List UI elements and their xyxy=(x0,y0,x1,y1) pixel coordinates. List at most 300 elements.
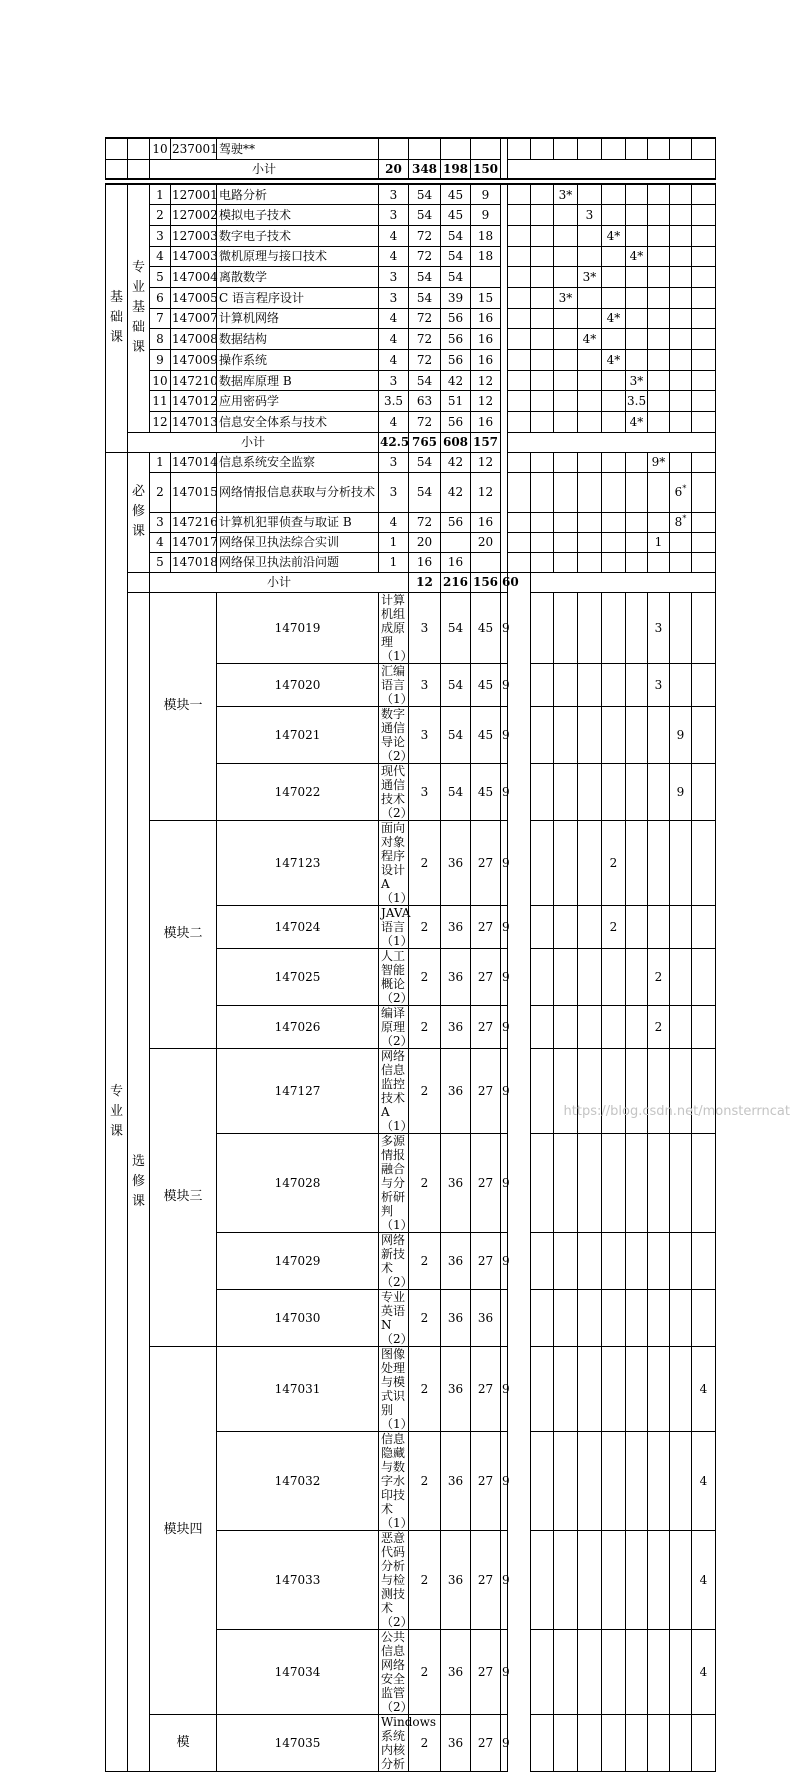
semester-mark: * xyxy=(682,484,687,494)
semester-cell xyxy=(670,1048,692,1133)
semester-cell xyxy=(554,1133,578,1232)
semester-cell xyxy=(648,905,670,948)
semester-cell xyxy=(626,552,648,572)
course-practice: 9 xyxy=(501,1714,508,1771)
course-number: 5 xyxy=(150,552,171,572)
course-name: 操作系统 xyxy=(217,350,379,371)
course-code: 147020 xyxy=(217,663,379,706)
semester-cell xyxy=(692,370,716,391)
course-code: 147017 xyxy=(171,532,217,552)
course-name: 多源情报融合与分析研判（1） xyxy=(379,1133,409,1232)
semester-cell xyxy=(602,329,626,350)
course-code: 147018 xyxy=(171,552,217,572)
semester-cell xyxy=(626,205,648,226)
semester-cell xyxy=(578,267,602,288)
semester-cell xyxy=(602,452,626,472)
course-theory: 45 xyxy=(471,706,501,763)
course-theory xyxy=(441,138,471,159)
course-name: 信息隐藏与数字水印技术（1） xyxy=(379,1431,409,1530)
separator-cell xyxy=(508,1048,531,1133)
semester-cell xyxy=(531,391,554,412)
semester-cell xyxy=(578,329,602,350)
semester-cell xyxy=(531,1005,554,1048)
separator-cell xyxy=(501,452,508,472)
course-code: 147014 xyxy=(171,452,217,472)
course-number: 8 xyxy=(150,329,171,350)
semester-cell xyxy=(626,1431,648,1530)
course-credits: 4 xyxy=(379,329,409,350)
semester-cell xyxy=(602,1133,626,1232)
semester-cell xyxy=(578,512,602,532)
semester-cell xyxy=(670,138,692,159)
subcategory-professional-basic: 专业基础课 xyxy=(128,184,150,432)
course-code: 147025 xyxy=(217,948,379,1005)
semester-cell xyxy=(531,1431,554,1530)
course-credits: 2 xyxy=(409,905,441,948)
semester-cell xyxy=(602,267,626,288)
semester-cell xyxy=(602,205,626,226)
separator-cell xyxy=(501,246,508,267)
semester-cell xyxy=(692,452,716,472)
semester-cell xyxy=(670,267,692,288)
course-theory: 42 xyxy=(441,452,471,472)
semester-cell xyxy=(626,1232,648,1289)
course-credits: 3 xyxy=(379,184,409,205)
semester-hours: 4* xyxy=(629,249,644,264)
course-row xyxy=(106,512,716,532)
semester-cell xyxy=(648,1048,670,1133)
semester-cell xyxy=(508,225,531,246)
subtotal-row xyxy=(106,572,716,592)
course-theory: 56 xyxy=(441,512,471,532)
semester-hours: 4* xyxy=(606,311,621,326)
semester-cell xyxy=(648,391,670,412)
semester-cell xyxy=(648,1714,670,1771)
semester-cell xyxy=(670,412,692,433)
course-credits: 2 xyxy=(409,1714,441,1771)
semester-cell xyxy=(626,412,648,433)
semester-cell xyxy=(626,138,648,159)
semester-cell xyxy=(554,1431,578,1530)
semester-cell xyxy=(602,1431,626,1530)
semester-cell xyxy=(648,267,670,288)
semester-cell xyxy=(602,370,626,391)
semester-cell xyxy=(578,370,602,391)
semester-cell xyxy=(602,472,626,512)
course-practice: 20 xyxy=(471,532,501,552)
separator-cell xyxy=(501,391,508,412)
semester-cell xyxy=(626,663,648,706)
course-name: 图像处理与模式识别（1） xyxy=(379,1346,409,1431)
semester-cell xyxy=(508,452,531,472)
course-code: 147008 xyxy=(171,329,217,350)
semester-cell xyxy=(648,532,670,552)
course-credits: 2 xyxy=(409,1530,441,1629)
semester-cell xyxy=(626,532,648,552)
semester-hours: 1 xyxy=(654,535,663,550)
course-code: 147019 xyxy=(217,592,379,663)
semester-cell xyxy=(648,287,670,308)
course-theory: 27 xyxy=(471,905,501,948)
course-name: 编译原理（2） xyxy=(379,1005,409,1048)
semester-cell xyxy=(554,1714,578,1771)
separator-cell xyxy=(501,138,508,159)
separator-cell xyxy=(508,1530,531,1629)
semester-hours: 4* xyxy=(582,332,597,347)
course-practice: 9 xyxy=(501,820,508,905)
semester-cell xyxy=(602,1530,626,1629)
semester-cell xyxy=(531,246,554,267)
subtotal-theory: 198 xyxy=(441,159,471,179)
semester-cell xyxy=(692,329,716,350)
course-row xyxy=(106,329,716,350)
semester-cell xyxy=(531,412,554,433)
course-row xyxy=(106,287,716,308)
semester-cell xyxy=(531,370,554,391)
course-theory: 27 xyxy=(471,1048,501,1133)
semester-cell xyxy=(578,1048,602,1133)
separator-cell xyxy=(501,308,508,329)
semester-cell xyxy=(670,225,692,246)
course-credits: 2 xyxy=(409,1431,441,1530)
semester-cell xyxy=(578,1133,602,1232)
course-name: 应用密码学 xyxy=(217,391,379,412)
subtotal-label: 小计 xyxy=(128,432,379,452)
semester-cell xyxy=(531,184,554,205)
semester-hours: 2 xyxy=(609,855,618,870)
semester-cell xyxy=(554,267,578,288)
course-code: 147030 xyxy=(217,1289,379,1346)
course-code: 147031 xyxy=(217,1346,379,1431)
course-code: 147012 xyxy=(171,391,217,412)
semester-cell xyxy=(626,706,648,763)
course-theory: 51 xyxy=(441,391,471,412)
semester-cell xyxy=(602,138,626,159)
semester-cell xyxy=(648,472,670,512)
course-hours: 54 xyxy=(409,370,441,391)
course-theory: 54 xyxy=(441,246,471,267)
semester-cell xyxy=(508,246,531,267)
course-row xyxy=(106,205,716,226)
course-name: 汇编语言（1） xyxy=(379,663,409,706)
semester-cell xyxy=(648,329,670,350)
semester-cell xyxy=(578,1431,602,1530)
course-code: 147032 xyxy=(217,1431,379,1530)
semester-cell xyxy=(648,246,670,267)
semester-cell xyxy=(554,532,578,552)
course-credits: 2 xyxy=(409,1133,441,1232)
course-hours: 36 xyxy=(441,1629,471,1714)
course-hours: 54 xyxy=(409,205,441,226)
semester-cell xyxy=(692,905,716,948)
course-practice: 9 xyxy=(471,184,501,205)
semester-cell xyxy=(670,184,692,205)
course-name: 网络保卫执法前沿问题 xyxy=(217,552,379,572)
curriculum-table xyxy=(105,137,716,1772)
semester-cell xyxy=(626,1714,648,1771)
course-hours: 54 xyxy=(409,184,441,205)
semester-cell xyxy=(531,1048,554,1133)
course-credits: 4 xyxy=(379,412,409,433)
semester-cell xyxy=(670,763,692,820)
semester-hours: 3 xyxy=(585,208,594,223)
semester-cell xyxy=(648,1629,670,1714)
course-name: 驾驶** xyxy=(217,138,379,159)
semester-cell xyxy=(692,512,716,532)
course-practice: 16 xyxy=(471,412,501,433)
course-code: 147004 xyxy=(171,267,217,288)
separator-cell xyxy=(501,184,508,205)
semester-cell xyxy=(578,452,602,472)
separator-cell xyxy=(508,763,531,820)
semester-cell xyxy=(648,1530,670,1629)
semester-hours: 2 xyxy=(654,1019,663,1034)
course-number: 1 xyxy=(150,184,171,205)
subtotal-practice: 60 xyxy=(501,572,508,592)
course-theory: 27 xyxy=(471,820,501,905)
semester-cell xyxy=(554,512,578,532)
course-code: 147029 xyxy=(217,1232,379,1289)
semester-cell xyxy=(626,267,648,288)
semester-cell xyxy=(670,329,692,350)
semester-cell xyxy=(554,412,578,433)
course-name: 现代通信技术（2） xyxy=(379,763,409,820)
separator-cell xyxy=(501,370,508,391)
course-hours: 16 xyxy=(409,552,441,572)
separator-cell xyxy=(501,350,508,371)
semester-cell xyxy=(626,246,648,267)
course-hours: 72 xyxy=(409,225,441,246)
semester-cell xyxy=(626,391,648,412)
course-name: 数据结构 xyxy=(217,329,379,350)
course-theory: 42 xyxy=(441,472,471,512)
semester-cell xyxy=(692,1530,716,1629)
semester-cell xyxy=(670,663,692,706)
course-theory: 56 xyxy=(441,412,471,433)
semester-cell xyxy=(602,948,626,1005)
course-practice xyxy=(471,552,501,572)
course-theory: 54 xyxy=(441,225,471,246)
semester-cell xyxy=(531,1133,554,1232)
subtotal-theory: 156 xyxy=(471,572,501,592)
course-row xyxy=(106,820,716,905)
separator-cell xyxy=(508,820,531,905)
semester-cell xyxy=(692,225,716,246)
semester-cell xyxy=(508,370,531,391)
course-credits: 2 xyxy=(409,1005,441,1048)
course-credits: 3 xyxy=(379,267,409,288)
semester-cell xyxy=(626,287,648,308)
course-practice: 9 xyxy=(501,1232,508,1289)
course-hours: 54 xyxy=(441,706,471,763)
semester-cell xyxy=(554,663,578,706)
semester-cell xyxy=(578,412,602,433)
course-code: 147033 xyxy=(217,1530,379,1629)
subtotal-semester-span xyxy=(531,572,716,592)
semester-cell xyxy=(578,472,602,512)
semester-cell xyxy=(602,552,626,572)
separator-cell xyxy=(508,1232,531,1289)
separator-cell xyxy=(501,472,508,512)
semester-cell xyxy=(670,1530,692,1629)
semester-cell xyxy=(648,1232,670,1289)
course-number: 12 xyxy=(150,412,171,433)
separator-cell xyxy=(501,432,508,452)
course-hours: 36 xyxy=(441,1714,471,1771)
semester-hours: 3 xyxy=(654,620,663,635)
course-code: 147035 xyxy=(217,1714,379,1771)
semester-cell xyxy=(554,905,578,948)
semester-cell xyxy=(578,552,602,572)
semester-cell xyxy=(578,1714,602,1771)
semester-cell xyxy=(648,205,670,226)
course-row xyxy=(106,592,716,663)
course-theory: 39 xyxy=(441,287,471,308)
semester-cell xyxy=(554,552,578,572)
semester-cell xyxy=(554,329,578,350)
semester-cell xyxy=(554,205,578,226)
semester-cell xyxy=(670,370,692,391)
semester-cell xyxy=(670,391,692,412)
semester-cell xyxy=(692,1048,716,1133)
course-number: 1 xyxy=(150,452,171,472)
semester-cell xyxy=(692,1133,716,1232)
course-name: 离散数学 xyxy=(217,267,379,288)
course-number: 6 xyxy=(150,287,171,308)
separator-cell xyxy=(508,1629,531,1714)
semester-cell xyxy=(602,1048,626,1133)
course-credits: 3.5 xyxy=(379,391,409,412)
semester-cell xyxy=(648,225,670,246)
course-credits: 1 xyxy=(379,532,409,552)
semester-cell xyxy=(648,1346,670,1431)
course-credits: 4 xyxy=(379,246,409,267)
semester-cell xyxy=(531,1530,554,1629)
semester-cell xyxy=(626,329,648,350)
semester-cell xyxy=(648,452,670,472)
semester-hours: 9 xyxy=(676,727,685,742)
semester-cell xyxy=(554,225,578,246)
semester-hours: 8 xyxy=(674,515,683,530)
semester-cell xyxy=(626,308,648,329)
semester-cell xyxy=(508,205,531,226)
course-hours xyxy=(409,138,441,159)
course-practice: 12 xyxy=(471,391,501,412)
course-credits: 3 xyxy=(379,287,409,308)
subtotal-hours: 765 xyxy=(409,432,441,452)
semester-cell xyxy=(531,329,554,350)
subtotal-row xyxy=(106,159,716,179)
semester-cell xyxy=(692,1289,716,1346)
semester-cell xyxy=(692,287,716,308)
semester-cell xyxy=(648,663,670,706)
course-row xyxy=(106,552,716,572)
semester-cell xyxy=(602,512,626,532)
semester-cell xyxy=(554,763,578,820)
course-row xyxy=(106,1346,716,1431)
course-practice: 15 xyxy=(471,287,501,308)
course-row xyxy=(106,267,716,288)
semester-cell xyxy=(578,948,602,1005)
course-credits: 4 xyxy=(379,308,409,329)
course-name: 恶意代码分析与检测技术（2） xyxy=(379,1530,409,1629)
blank-cell xyxy=(106,138,128,159)
semester-cell xyxy=(692,1232,716,1289)
semester-cell xyxy=(670,1346,692,1431)
semester-cell xyxy=(602,820,626,905)
course-credits: 3 xyxy=(379,452,409,472)
semester-cell xyxy=(648,184,670,205)
course-hours: 72 xyxy=(409,350,441,371)
separator-cell xyxy=(501,512,508,532)
semester-cell xyxy=(531,706,554,763)
course-code: 147005 xyxy=(171,287,217,308)
semester-cell xyxy=(531,1629,554,1714)
course-credits: 4 xyxy=(379,350,409,371)
course-name: 数字通信导论（2） xyxy=(379,706,409,763)
semester-cell xyxy=(531,267,554,288)
separator-cell xyxy=(508,706,531,763)
semester-cell xyxy=(692,1431,716,1530)
blank-cell xyxy=(128,572,150,592)
semester-cell xyxy=(531,948,554,1005)
course-practice: 9 xyxy=(501,663,508,706)
semester-cell xyxy=(648,552,670,572)
category-basic: 基础课 xyxy=(106,184,128,452)
course-name: 计算机网络 xyxy=(217,308,379,329)
semester-cell xyxy=(508,350,531,371)
semester-hours: 3* xyxy=(558,290,573,305)
semester-cell xyxy=(578,1289,602,1346)
semester-cell xyxy=(626,1346,648,1431)
semester-cell xyxy=(578,532,602,552)
course-code: 147024 xyxy=(217,905,379,948)
semester-cell xyxy=(626,370,648,391)
course-theory: 27 xyxy=(471,1346,501,1431)
blank-cell xyxy=(106,159,128,179)
course-practice: 9 xyxy=(501,948,508,1005)
semester-cell xyxy=(531,472,554,512)
module-label: 模块二 xyxy=(150,820,217,1048)
separator-cell xyxy=(508,663,531,706)
semester-cell xyxy=(602,308,626,329)
course-practice: 9 xyxy=(501,1431,508,1530)
semester-cell xyxy=(692,592,716,663)
course-code: 147028 xyxy=(217,1133,379,1232)
semester-cell xyxy=(692,1005,716,1048)
course-credits: 2 xyxy=(409,1048,441,1133)
semester-cell xyxy=(508,391,531,412)
semester-cell xyxy=(531,287,554,308)
course-row xyxy=(106,472,716,512)
course-code: 147216 xyxy=(171,512,217,532)
module-label: 模块一 xyxy=(150,592,217,820)
semester-cell xyxy=(554,592,578,663)
course-row xyxy=(106,370,716,391)
semester-hours: 4* xyxy=(629,414,644,429)
semester-hours: 3* xyxy=(558,187,573,202)
semester-hours: 3 xyxy=(654,677,663,692)
semester-cell xyxy=(670,1232,692,1289)
semester-cell xyxy=(578,138,602,159)
course-row xyxy=(106,138,716,159)
course-practice xyxy=(471,267,501,288)
semester-cell xyxy=(508,512,531,532)
semester-cell xyxy=(626,1005,648,1048)
semester-hours: 3* xyxy=(629,373,644,388)
course-code: 147034 xyxy=(217,1629,379,1714)
course-hours: 36 xyxy=(441,1530,471,1629)
